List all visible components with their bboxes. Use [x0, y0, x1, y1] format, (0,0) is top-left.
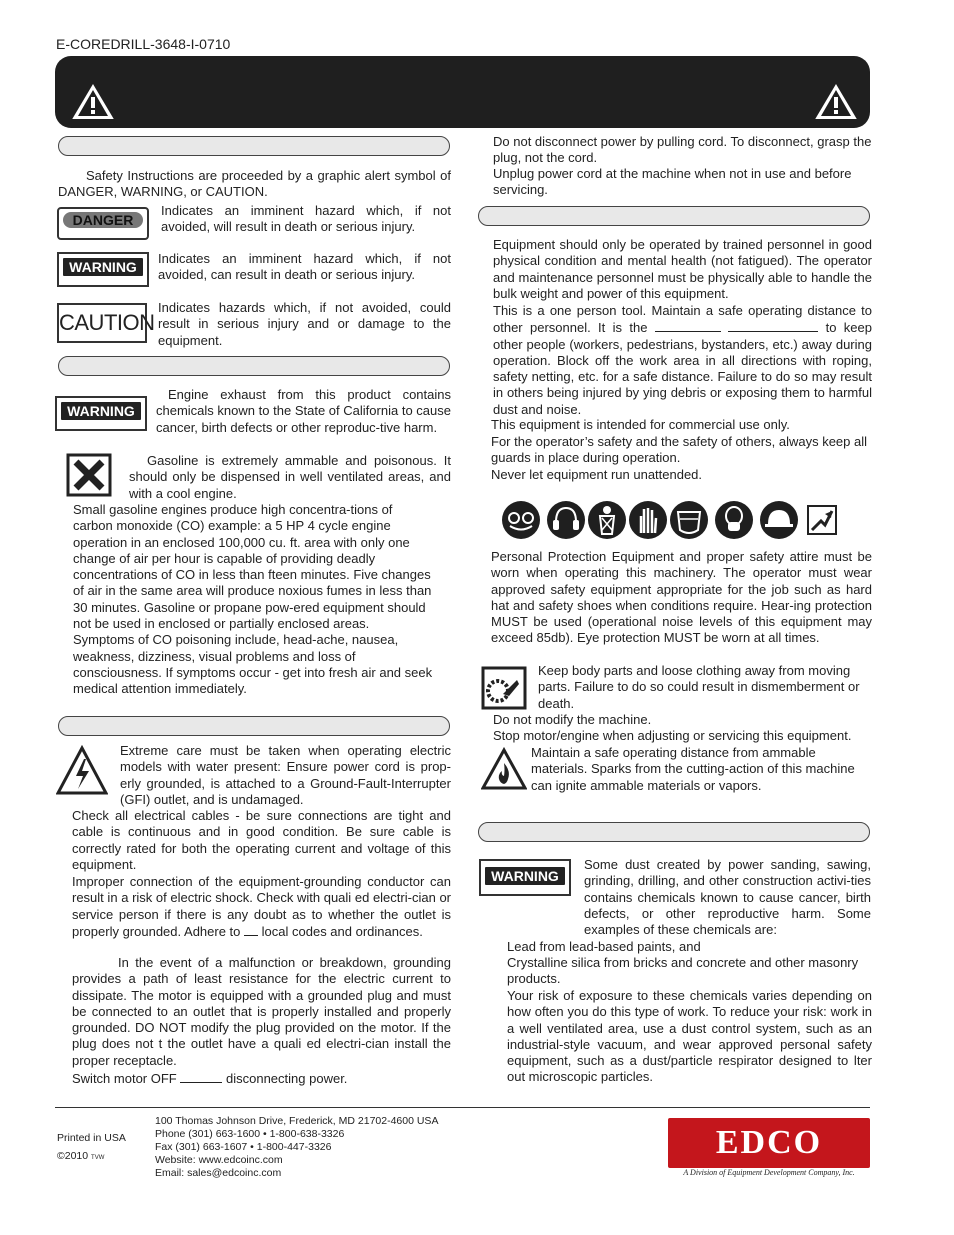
warning-triangle-icon: [815, 84, 857, 120]
guards-text: For the operator’s safety and the safety of others, always keep all guards in place during operation.: [491, 434, 868, 466]
company-tagline: A Division of Equipment Development Company, Inc.: [683, 1168, 855, 1177]
company-website[interactable]: Website: www.edcoinc.com: [155, 1154, 283, 1166]
company-phone: Phone (301) 663-1600 • 1-800-638-3326: [155, 1128, 345, 1140]
stop-motor-text: Stop motor/engine when adjusting or servicing this equipment.: [493, 728, 852, 743]
silica-text: Crystalline silica from bricks and concrete and other masonry products.: [507, 955, 859, 987]
cables-text: Check all electrical cables - be sure connections are tight and cable is continuous and in good condition. Be sure cable is correctly rated for both the operating current and voltage of this equipment.: [72, 808, 451, 872]
entanglement-hazard-icon: [481, 666, 527, 710]
unattended-text: Never let equipment run unattended.: [491, 467, 703, 482]
title-banner: [55, 56, 870, 128]
copyright-year: ©2010: [57, 1150, 89, 1162]
moving-parts-icon: [807, 505, 837, 535]
danger-badge-label: DANGER: [63, 212, 143, 228]
exhaust-warning-badge: [55, 396, 147, 431]
carbon-monoxide-text: Small gasoline engines produce high concentra-tions of carbon monoxide (CO) example: a 5 HP 4 cycle engine operation in an enclosed 100,000 cu. ft. area with only one change of air per hour is capable of providing deadly concentrations of CO in less than fteen minutes. Five changes of air in the same area will produce noxious fumes in less than 30 minutes. Gasoline or propane pow-ered equipment should not be used in enclosed or partially enclosed areas. Symptoms of CO poisoning include, head-ache, nausea, weakness, dizziness, visual problems and loss of consciousness. If symptoms occur - get into fresh air and seek medical attention immediately.: [73, 502, 433, 697]
dust-text: Some dust created by power sanding, sawing, grinding, drilling, and other construction activi-ties contains chemicals known to cause cancer, birth defects, or other reproductive harm. Some examples of these chemicals are:: [584, 857, 871, 938]
lead-text: Lead from lead-based paints, and: [507, 939, 701, 954]
danger-description: Indicates an imminent hazard which, if not avoided, will result in death or serious injury.: [161, 203, 451, 235]
warning-badge-label: WARNING: [63, 258, 143, 276]
warning-badge: [57, 252, 149, 287]
edco-logo: [668, 1118, 870, 1168]
trained-personnel-text: Equipment should only be operated by trained personnel in good physical condition and mental health (not fatigued). The operator and maintenance personnel must be physically able to handle the bulk weight and power of this equipment.: [493, 237, 872, 301]
safety-harness-icon: [587, 500, 627, 540]
ppe-text: Personal Protection Equipment and proper safety attire must be worn when operating this machinery. The operator must wear approved safety equipment appropriate for the job such as hard hat and safety shoes when conditions require. Hear-ing protection MUST be used (operational noise levels of this equipment may exceed 85db). Eye protection MUST be worn at all times.: [491, 549, 872, 646]
company-address: 100 Thomas Johnson Drive, Frederick, MD 21702-4600 USA: [155, 1115, 439, 1127]
warning-triangle-icon: [72, 84, 114, 120]
company-email[interactable]: Email: sales@edcoinc.com: [155, 1167, 282, 1179]
modify-text: Do not modify the machine.: [493, 712, 652, 727]
flammable-hazard-icon: [481, 747, 527, 791]
section-header-electrical: [58, 716, 450, 736]
gloves-icon: [628, 500, 668, 540]
section-header-safety-symbols: [58, 136, 450, 156]
commercial-use-text: This equipment is intended for commercial use only.: [491, 417, 790, 432]
intro-text: Safety Instructions are proceeded by a graphic alert symbol of DANGER, WARNING, or CAUTION.: [58, 168, 451, 200]
exposure-text: Your risk of exposure to these chemicals varies depending on how often you do this type of work. To reduce your risk: work in a well ventilated area, use a dust control system, such as an industrial-style vacuum, and wear approved personal safety equipment, such as a dust/particle respirator designed to lter out microscopic particles.: [507, 988, 872, 1085]
grounding-text-main: Improper connection of the equipment-grounding conductor can result in a risk of electric shock. Check with quali ed electri-cian or service person if there is any doubt as to whether the outlet is properly grounded. Adhere to: [72, 874, 451, 939]
poison-hazard-icon: [66, 453, 112, 497]
ear-protection-icon: [546, 500, 586, 540]
goggles-icon: [501, 500, 541, 540]
logo-text: EDCO: [715, 1124, 823, 1161]
one-person-text-b: to keep other people (workers, pedestrians, bystanders, etc.) away during operation. Block off the work area in all directions with roping, safety netting, etc. for a safe distance. Failure to do so may result in others being injured by ying debris or exposing them to harmful dust and noise.: [493, 320, 872, 417]
unplug-text: Unplug power cord at the machine when not in use and before servicing.: [493, 166, 852, 198]
hard-hat-icon: [759, 500, 799, 540]
dust-warning-badge: [479, 859, 571, 896]
malfunction-text: In the event of a malfunction or breakdown, grounding provides a path of least resistance for the electric current to dissipate. The motor is equipped with a grounded plug and must be connected to an outlet that is properly installed and properly grounded. DO NOT modify the plug provided on the motor. If the plug does not t the outlet have a quali ed electri-cian install the proper receptacle.: [72, 955, 451, 1068]
body-parts-text: Keep body parts and loose clothing away from moving parts. Failure to do so could result in dismemberment or death.: [538, 663, 860, 711]
gasoline-text: Gasoline is extremely ammable and poisonous. It should only be dispensed in well ventilated areas, and with a cool engine.: [129, 453, 451, 501]
caution-description: Indicates hazards which, if not avoided, could result in serious injury and or damage to the equipment.: [158, 300, 451, 348]
caution-badge: CAUTION: [57, 303, 147, 343]
exhaust-warning-badge-label: WARNING: [61, 402, 141, 420]
dust-warning-badge-label: WARNING: [485, 867, 565, 885]
switch-off-text: [72, 1070, 451, 1087]
footer-divider: [55, 1107, 870, 1108]
electric-water-text: Extreme care must be taken when operating electric models with water present: Ensure power cord is prop-erly grounded, is attached to a Ground-Fault-Interrupter (GFI) outlet, and is undamaged.: [120, 743, 451, 807]
grounding-text-tail: local codes and ordinances.: [261, 923, 423, 939]
section-header-dust: [478, 822, 870, 842]
printed-in-usa: Printed in USA: [57, 1132, 126, 1144]
warning-description: Indicates an imminent hazard which, if not avoided, can result in death or serious injury.: [158, 251, 451, 283]
section-header-general: [478, 206, 870, 226]
document-code: E-COREDRILL-3648-I-0710: [56, 36, 231, 52]
copyright-code: TVW: [91, 1155, 105, 1161]
exhaust-text: Engine exhaust from this product contains chemicals known to the State of California to cause cancer, birth defects or other reproduc-tive harm.: [156, 387, 451, 435]
flammable-text: Maintain a safe operating distance from ammable materials. Sparks from the cutting-action of this machine can ignite ammable materials or vapors.: [531, 745, 855, 793]
cord-text: Do not disconnect power by pulling cord. To disconnect, grasp the plug, not the cord.: [493, 134, 872, 166]
switch-off-text-b: disconnecting power.: [226, 1071, 348, 1086]
switch-off-text-a: Switch motor OFF: [72, 1071, 177, 1086]
face-shield-icon: [669, 500, 709, 540]
company-fax: Fax (301) 663-1607 • 1-800-447-3326: [155, 1141, 332, 1153]
one-person-tool-text: [493, 303, 872, 418]
respirator-icon: [714, 500, 754, 540]
electric-shock-icon: [56, 745, 108, 797]
danger-badge: [57, 207, 149, 240]
one-person-text-a: This is a one person tool. Maintain a safe operating distance to other personnel. It is the: [493, 303, 872, 336]
section-header-gasoline: [58, 356, 450, 376]
copyright: [57, 1150, 104, 1165]
grounding-text: [72, 874, 451, 940]
